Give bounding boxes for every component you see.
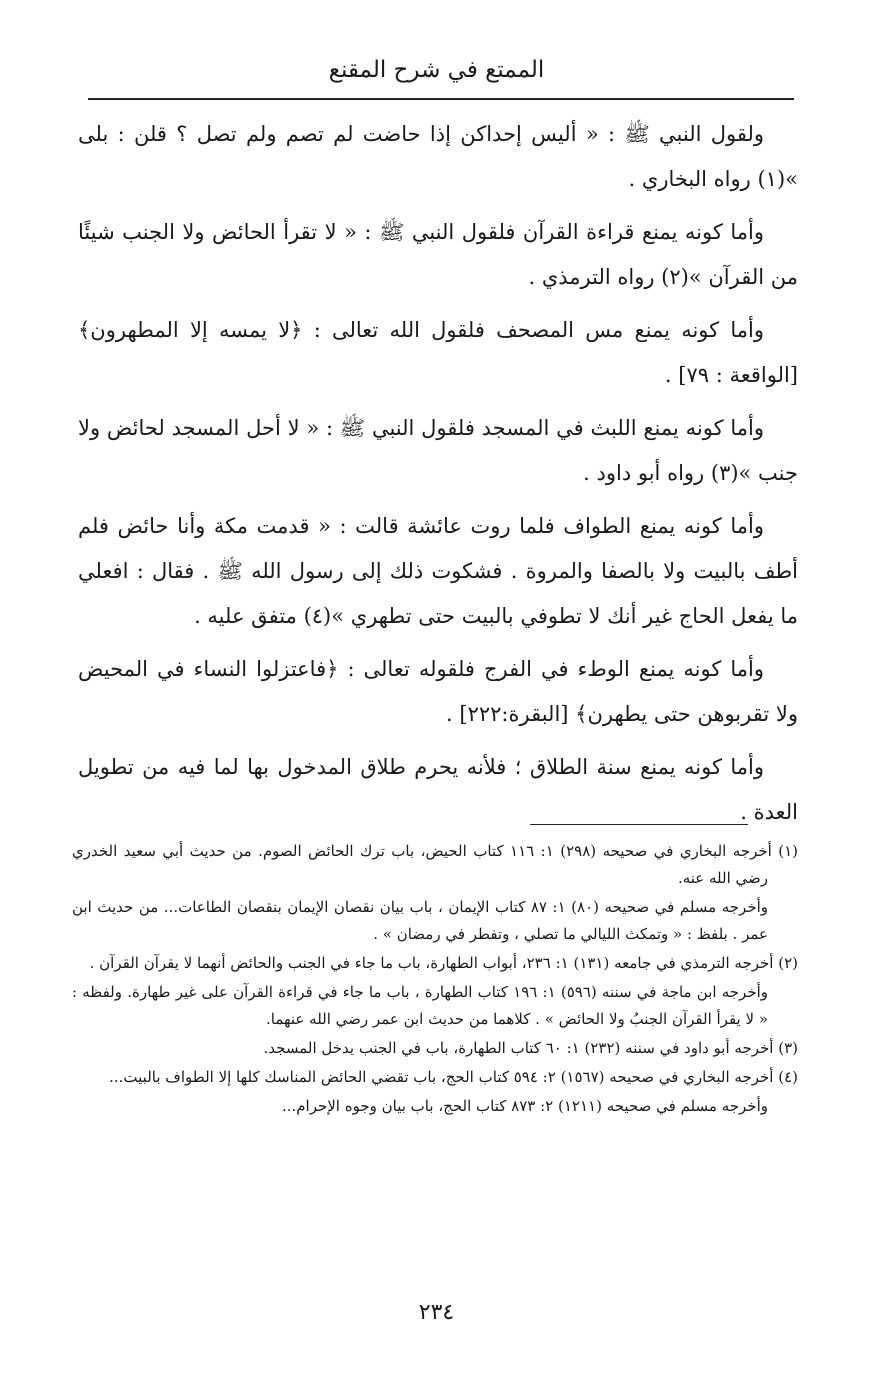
paragraph-bukhari-prayer: ولقول النبي ﷺ : « أليس إحداكن إذا حاضت لم تصم ولم تصل ؟ قلن : بلى »(١) رواه البخاري . [78,122,798,191]
paragraph-quran-recitation: وأما كونه يمنع قراءة القرآن فلقول النبي ﷺ : « لا تقرأ الحائض ولا الجنب شيئًا من القرآن »(٢) رواه الترمذي . [78,220,798,289]
footnote-4: (٤) أخرجه البخاري في صحيحه (١٥٦٧) ٢: ٥٩٤ كتاب الحج، باب تقضي الحائض المناسك كلها إلا الطواف بالبيت... [109,1068,798,1086]
paragraph-divorce: وأما كونه يمنع سنة الطلاق ؛ فلأنه يحرم طلاق المدخول بها لما فيه من تطويل العدة . [78,755,798,824]
footnote-1: (١) أخرجه البخاري في صحيحه (٢٩٨) ١: ١١٦ كتاب الحيض، باب ترك الحائض الصوم. من حديث أبي سعيد الخدري رضي الله عنه. [72,842,799,887]
footnote-rule [530,824,748,825]
paragraph-mosque-stay: وأما كونه يمنع اللبث في المسجد فلقول النبي ﷺ : « لا أحل المسجد لحائض ولا جنب »(٣) رواه أبو داود . [78,416,798,485]
paragraph-tawaf: وأما كونه يمنع الطواف فلما روت عائشة قالت : « قدمت مكة وأنا حائض فلم أطف بالبيت ولا بالصفا والمروة . فشكوت ذلك إلى رسول الله ﷺ . فقال : افعلي ما يفعل الحاج غير أنك لا تطوفي بالبيت حتى تطهري »(٤) متفق عليه . [78,514,798,628]
running-head-title: الممتع في شرح المقنع [328,57,545,83]
header-rule [88,98,794,100]
footnotes [72,838,798,1122]
main-text [78,112,798,843]
paragraph-touching-mushaf: وأما كونه يمنع مس المصحف فلقول الله تعالى : ﴿لا يمسه إلا المطهرون﴾ [الواقعة : ٧٩] . [78,318,798,387]
paragraph-intercourse: وأما كونه يمنع الوطء في الفرج فلقوله تعالى : ﴿فاعتزلوا النساء في المحيض ولا تقربوهن حتى يطهرن﴾ [البقرة:٢٢٢] . [78,657,798,726]
footnote-3: (٣) أخرجه أبو داود في سننه (٢٣٢) ١: ٦٠ كتاب الطهارة، باب في الجنب يدخل المسجد. [263,1039,798,1057]
footnote-2-continued: وأخرجه ابن ماجة في سننه (٥٩٦) ١: ١٩٦ كتاب الطهارة ، باب ما جاء في قراءة القرآن على غير طهارة. ولفظه : « لا يقرأ القرآن الجنبُ ولا الحائض » . كلاهما من حديث ابن عمر رضي الله عنهما. [72,983,769,1028]
footnote-4-continued: وأخرجه مسلم في صحيحه (١٢١١) ٢: ٨٧٣ كتاب الحج، باب بيان وجوه الإحرام... [281,1097,768,1115]
footnote-2: (٢) أخرجه الترمذي في جامعه (١٣١) ١: ٢٣٦، أبواب الطهارة، باب ما جاء في الجنب والحائض أنهما لا يقرآن القرآن . [89,954,798,972]
page-number: ٢٣٤ [418,1300,455,1325]
footnote-1-continued: وأخرجه مسلم في صحيحه (٨٠) ١: ٨٧ كتاب الإيمان ، باب بيان نقصان الإيمان بنقصان الطاعات... من حديث ابن عمر . بلفظ : « وتمكث الليالي ما تصلي ، وتفطر في رمضان » . [72,898,769,943]
